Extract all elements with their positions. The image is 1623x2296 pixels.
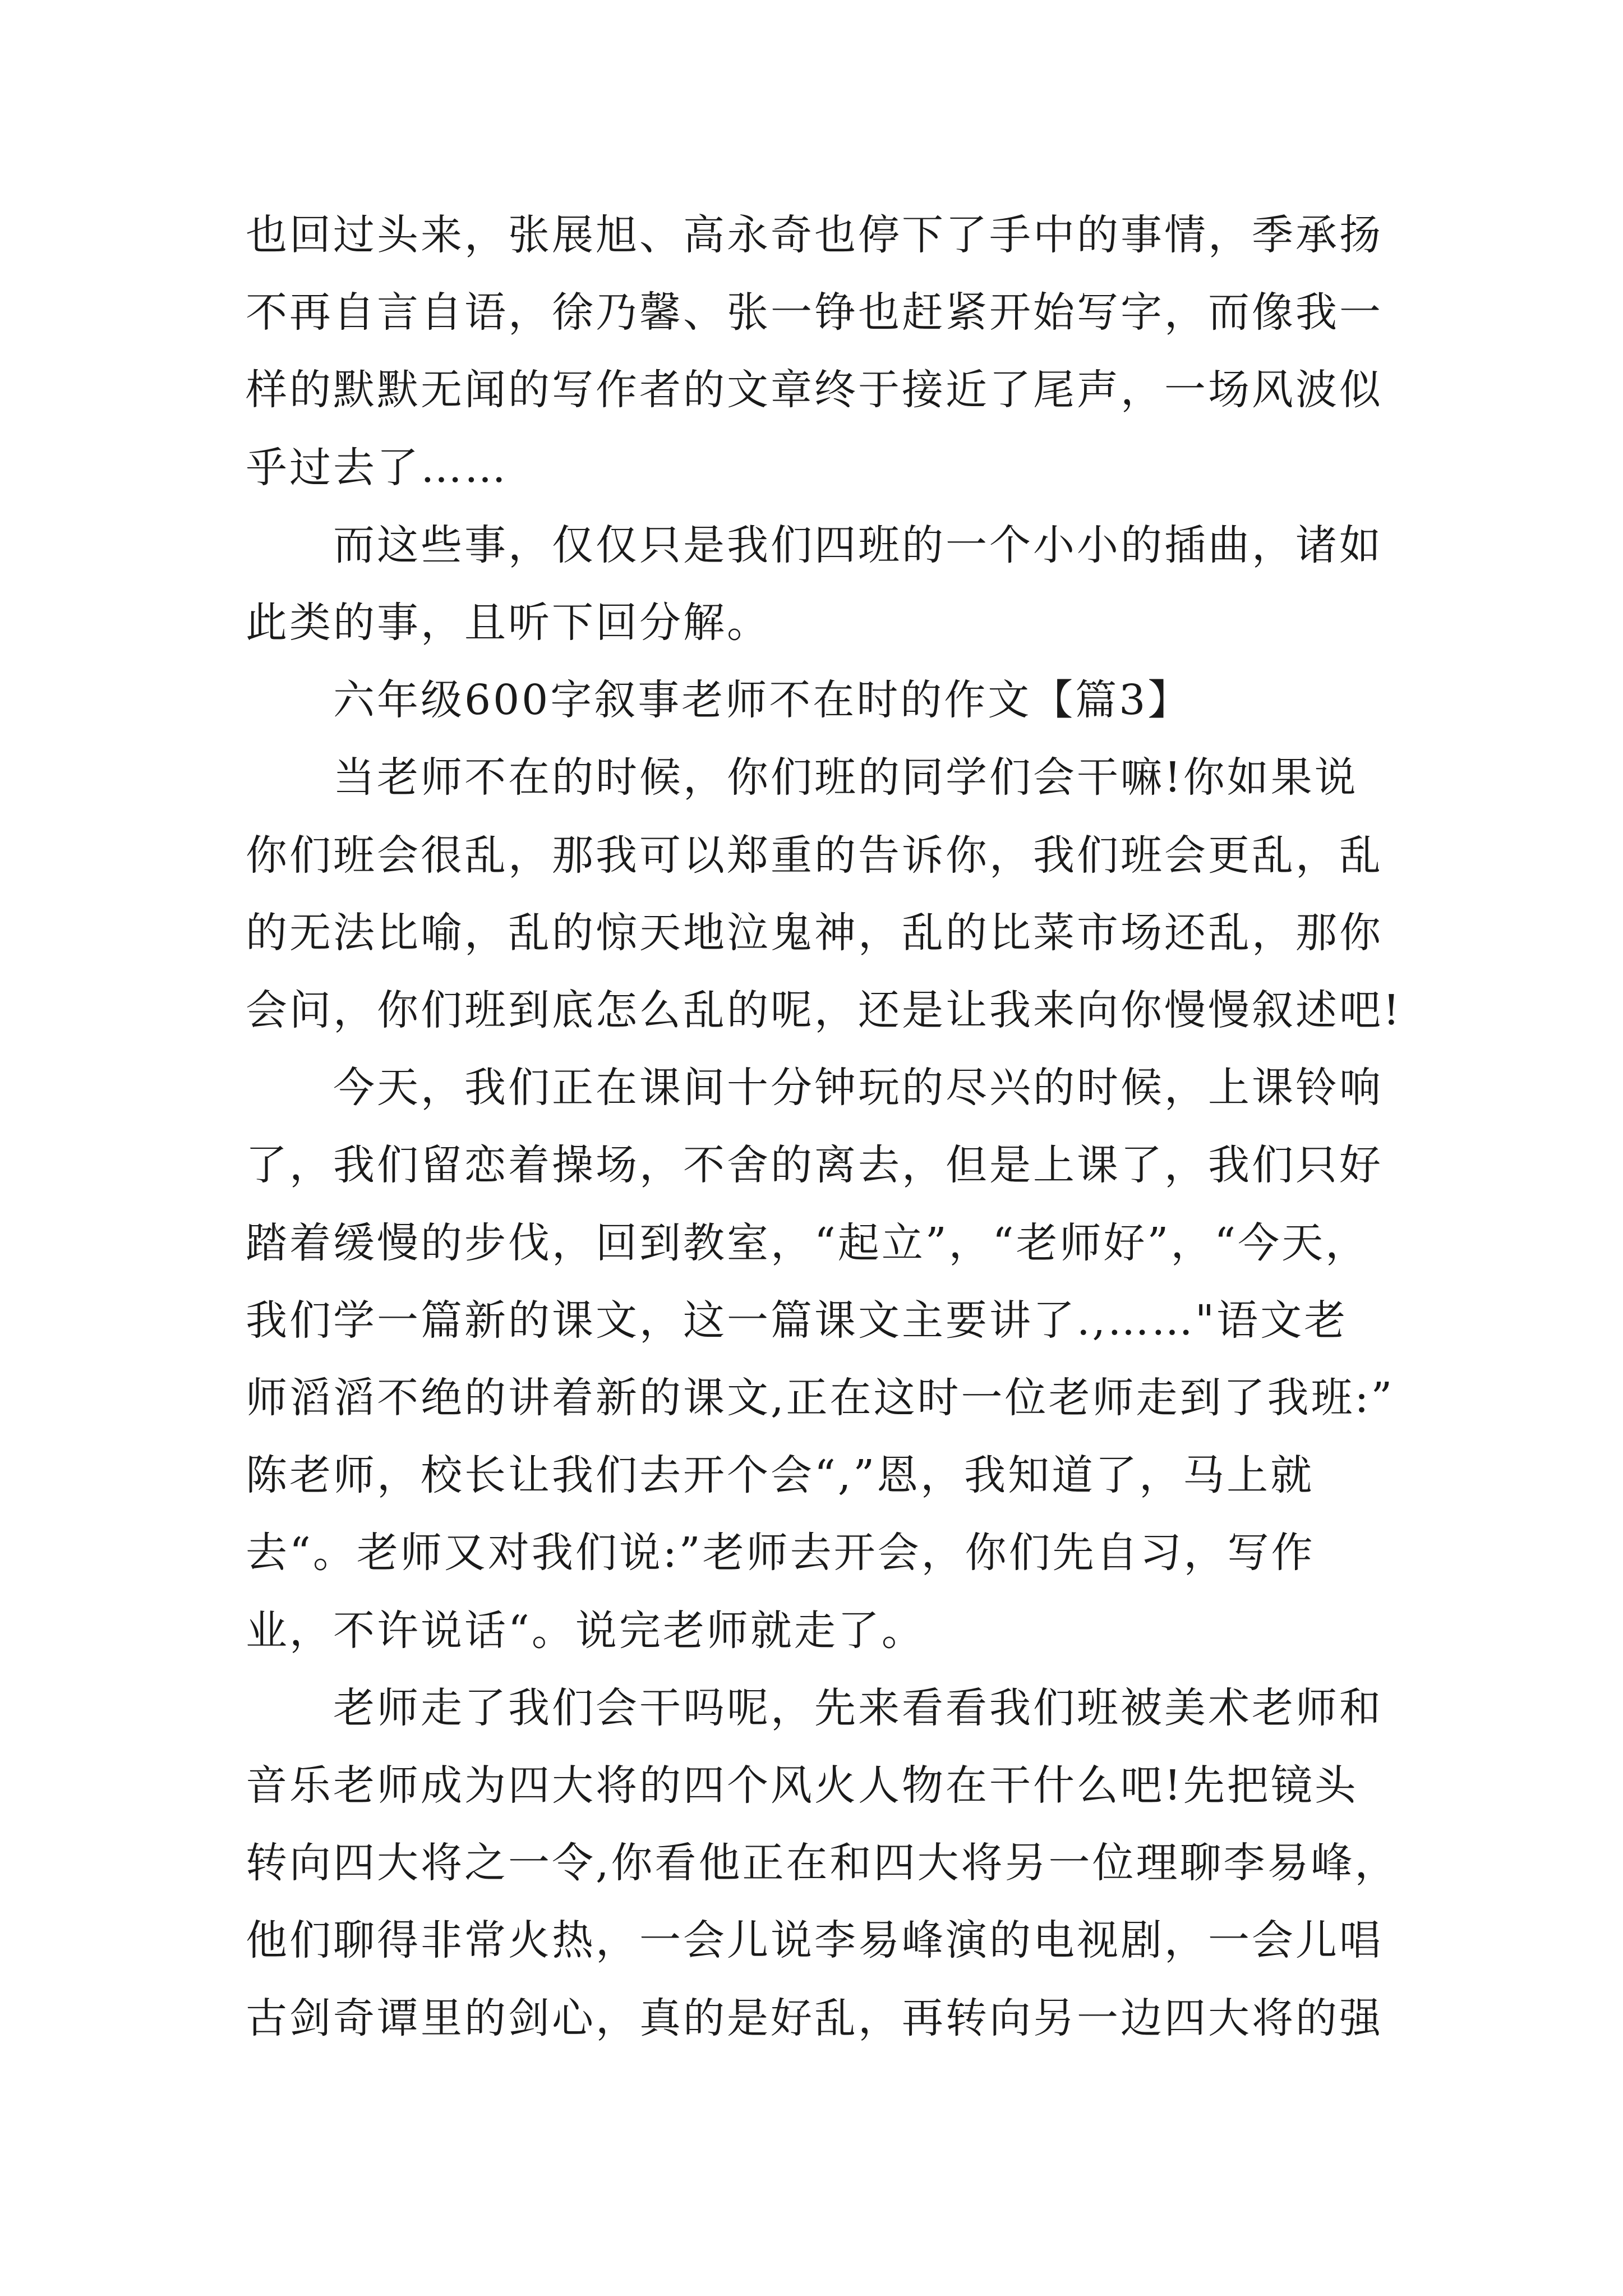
text-line: 当老师不在的时候，你们班的同学们会干嘛!你如果说 [333, 753, 1358, 802]
text-line: 会问，你们班到底怎么乱的呢，还是让我来向你慢慢叙述吧! [246, 986, 1402, 1035]
text-line: 去“。老师又对我们说:”老师去开会，你们先自习，写作 [246, 1529, 1315, 1577]
text-line: 你们班会很乱，那我可以郑重的告诉你，我们班会更乱，乱 [246, 831, 1383, 880]
paragraph [246, 1049, 1395, 1669]
text-line: 业，不许说话“。说完老师就走了。 [246, 1606, 925, 1655]
paragraph [246, 739, 1402, 1049]
text-line: 老师走了我们会干吗呢，先来看看我们班被美术老师和 [333, 1683, 1383, 1732]
text-line: 今天，我们正在课间十分钟玩的尽兴的时候，上课铃响 [333, 1064, 1383, 1112]
text-line: 此类的事，且听下回分解。 [246, 599, 771, 647]
paragraph [246, 196, 1390, 507]
text-line: 乎过去了…… [246, 443, 508, 492]
text-line: 样的默默无闻的写作者的文章终于接近了尾声，一场风波似 [246, 366, 1383, 415]
text-line: 也回过头来，张展旭、高永奇也停下了手中的事情，季承扬 [246, 211, 1383, 259]
paragraph [246, 1669, 1399, 2057]
text-line: 的无法比喻，乱的惊天地泣鬼神，乱的比菜市场还乱，那你 [246, 908, 1383, 957]
text-line: 踏着缓慢的步伐，回到教室，“起立”，“老师好”，“今天， [246, 1218, 1370, 1267]
text-line: 而这些事，仅仅只是我们四班的一个小小的插曲，诸如 [333, 521, 1383, 569]
text-line: 了，我们留恋着操场，不舍的离去，但是上课了，我们只好 [246, 1141, 1383, 1190]
text-line: 古剑奇谭里的剑心，真的是好乱，再转向另一边四大将的强 [246, 1994, 1383, 2042]
document-body [246, 196, 1402, 2057]
section-heading [246, 661, 1390, 739]
text-line: 我们学一篇新的课文，这一篇课文主要讲了.,……"语文老 [246, 1296, 1348, 1345]
text-line: 转向四大将之一令,你看他正在和四大将另一位理聊李易峰， [246, 1839, 1399, 1888]
text-line: 音乐老师成为四大将的四个风火人物在干什么吧!先把镜头 [246, 1761, 1358, 1810]
text-line: 师滔滔不绝的讲着新的课文,正在这时一位老师走到了我班:” [246, 1374, 1395, 1423]
text-line: 他们聊得非常火热，一会儿说李易峰演的电视剧，一会儿唱 [246, 1916, 1383, 1965]
paragraph [246, 507, 1390, 661]
heading-text: 六年级600字叙事老师不在时的作文【篇3】 [333, 676, 1192, 725]
text-line: 陈老师，校长让我们去开个会“,”恩，我知道了，马上就 [246, 1451, 1315, 1500]
text-line: 不再自言自语，徐乃馨、张一铮也赶紧开始写字，而像我一 [246, 288, 1383, 337]
